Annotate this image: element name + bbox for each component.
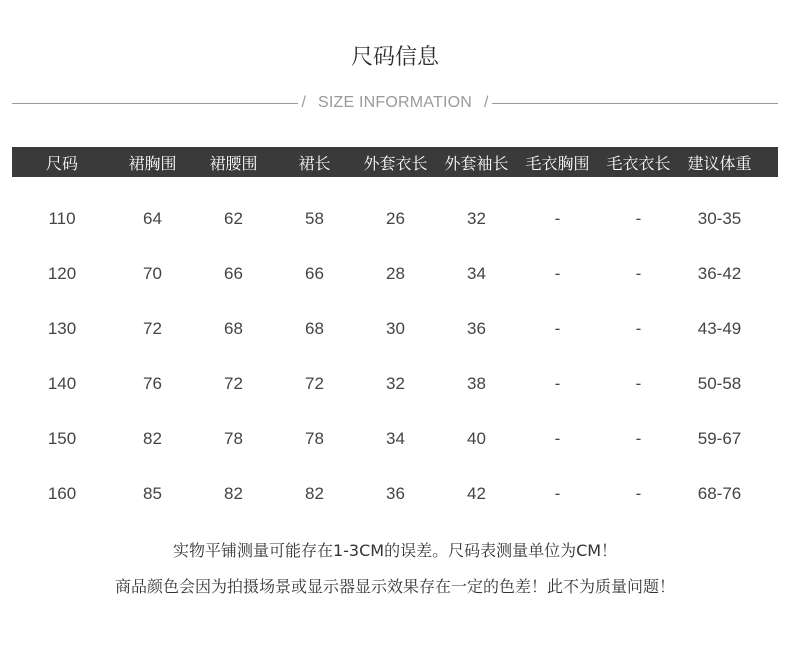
cell-sweater-length: - [635, 208, 642, 228]
table-row [12, 191, 778, 246]
cell-suggested-weight: 68-76 [697, 483, 742, 503]
cell-coat-length: 28 [386, 263, 405, 283]
cell-size: 140 [47, 373, 77, 393]
cell-suggested-weight: 36-42 [697, 263, 742, 283]
cell-suggested-weight: 50-58 [697, 373, 742, 393]
header-suggested-weight: 建议体重 [687, 153, 752, 173]
cell-skirt-waist: 62 [224, 208, 243, 228]
subtitle-text: SIZE INFORMATION [318, 94, 473, 111]
cell-sweater-bust: - [554, 428, 561, 448]
cell-skirt-bust: 82 [143, 428, 162, 448]
divider-line-right [492, 103, 778, 104]
cell-sweater-bust: - [554, 373, 561, 393]
cell-sweater-bust: - [554, 483, 561, 503]
header-sweater-length: 毛衣衣长 [606, 153, 671, 173]
size-table-body [12, 191, 778, 521]
divider-line-left [12, 103, 298, 104]
cell-coat-sleeve: 34 [467, 263, 486, 283]
cell-coat-length: 36 [386, 483, 405, 503]
header-coat-length: 外套衣长 [363, 153, 428, 173]
note-measurement-error: 实物平铺测量可能存在1-3CM的误差。尺码表测量单位为CM！ [172, 541, 618, 560]
table-row [12, 301, 778, 356]
page-title: 尺码信息 [350, 45, 439, 70]
table-row [12, 411, 778, 466]
cell-skirt-waist: 82 [224, 483, 243, 503]
cell-skirt-length: 72 [305, 373, 324, 393]
cell-coat-sleeve: 40 [467, 428, 486, 448]
cell-suggested-weight: 43-49 [697, 318, 742, 338]
cell-skirt-length: 58 [305, 208, 324, 228]
cell-skirt-bust: 70 [143, 263, 162, 283]
cell-coat-sleeve: 32 [467, 208, 486, 228]
cell-coat-sleeve: 36 [467, 318, 486, 338]
cell-size: 110 [48, 208, 76, 228]
cell-sweater-bust: - [554, 318, 561, 338]
header-skirt-length: 裙长 [298, 153, 331, 173]
note-color-difference: 商品颜色会因为拍摄场景或显示器显示效果存在一定的色差！此不为质量问题！ [114, 577, 675, 596]
header-skirt-bust: 裙胸围 [128, 153, 177, 173]
cell-size: 120 [47, 263, 77, 283]
subtitle-divider [12, 90, 778, 116]
cell-size: 150 [47, 428, 77, 448]
header-coat-sleeve: 外套袖长 [444, 153, 509, 173]
subtitle-slash-right: / [484, 94, 489, 111]
cell-skirt-bust: 76 [143, 373, 162, 393]
cell-sweater-length: - [635, 483, 642, 503]
cell-skirt-bust: 85 [143, 483, 162, 503]
cell-coat-length: 30 [386, 318, 405, 338]
cell-size: 160 [47, 483, 77, 503]
cell-skirt-waist: 78 [224, 428, 243, 448]
cell-skirt-bust: 72 [143, 318, 162, 338]
cell-coat-sleeve: 42 [467, 483, 486, 503]
cell-sweater-length: - [635, 373, 642, 393]
cell-sweater-bust: - [554, 263, 561, 283]
cell-coat-length: 34 [386, 428, 405, 448]
cell-sweater-length: - [635, 263, 642, 283]
table-row [12, 246, 778, 301]
cell-coat-length: 26 [386, 208, 405, 228]
cell-skirt-length: 82 [305, 483, 324, 503]
cell-size: 130 [47, 318, 77, 338]
size-table-header [12, 147, 778, 177]
cell-suggested-weight: 30-35 [697, 208, 742, 228]
cell-skirt-waist: 66 [224, 263, 243, 283]
cell-skirt-length: 66 [305, 263, 324, 283]
cell-sweater-length: - [635, 428, 642, 448]
cell-suggested-weight: 59-67 [697, 428, 742, 448]
cell-skirt-bust: 64 [143, 208, 162, 228]
cell-sweater-length: - [635, 318, 642, 338]
header-skirt-waist: 裙腰围 [209, 153, 258, 173]
subtitle-slash-left: / [301, 94, 306, 111]
table-row [12, 356, 778, 411]
header-sweater-bust: 毛衣胸围 [525, 153, 590, 173]
cell-skirt-waist: 68 [224, 318, 243, 338]
notes-section [0, 538, 790, 610]
cell-sweater-bust: - [554, 208, 561, 228]
cell-coat-length: 32 [386, 373, 405, 393]
cell-coat-sleeve: 38 [467, 373, 486, 393]
cell-skirt-length: 68 [305, 318, 324, 338]
cell-skirt-length: 78 [305, 428, 324, 448]
header-size: 尺码 [45, 153, 78, 173]
cell-skirt-waist: 72 [224, 373, 243, 393]
table-row [12, 466, 778, 521]
